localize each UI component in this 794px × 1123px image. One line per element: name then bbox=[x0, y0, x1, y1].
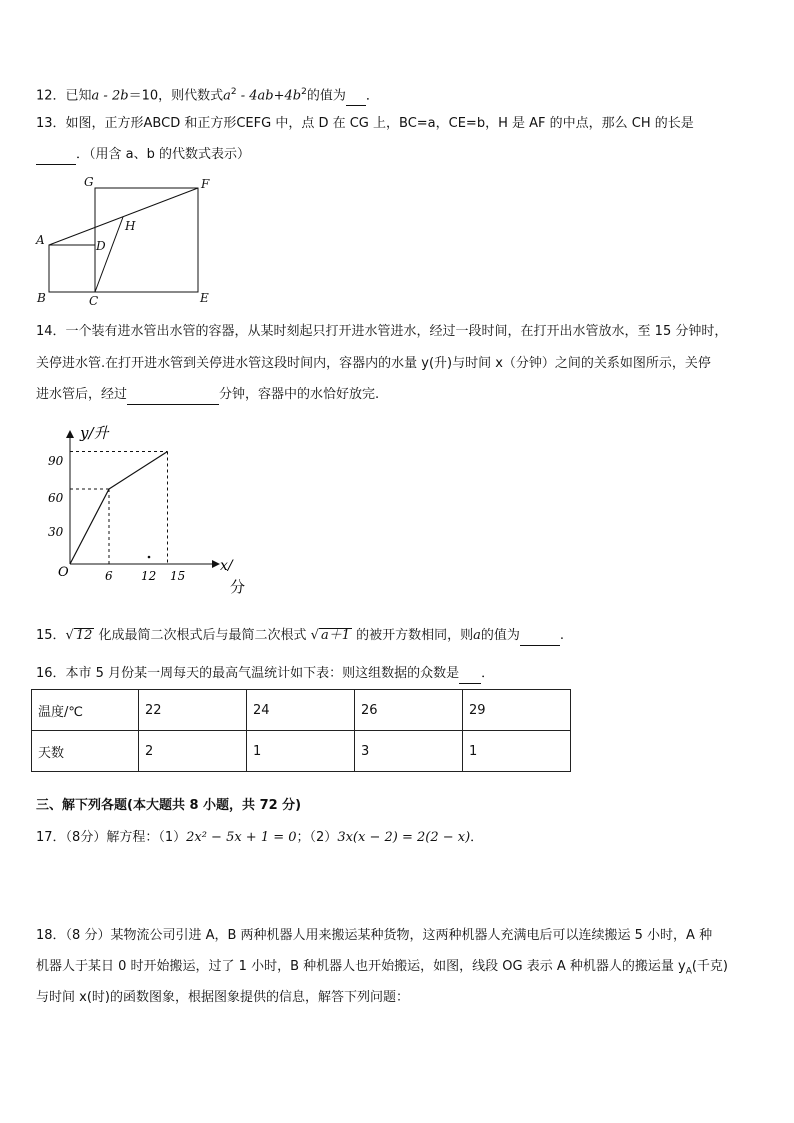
q14-chart bbox=[40, 420, 260, 600]
table-cell: 1 bbox=[247, 731, 355, 772]
table-cell: 29 bbox=[463, 690, 571, 731]
q17-head: 17．（8分）解方程：（1） bbox=[36, 830, 187, 845]
q17-sep: ；（2） bbox=[296, 830, 338, 845]
q12-sup2: 2 bbox=[301, 87, 307, 97]
table-cell: 天数 bbox=[32, 731, 139, 772]
x-tick-15: 15 bbox=[170, 569, 186, 583]
question-17 bbox=[36, 828, 483, 848]
square-cefg bbox=[95, 188, 198, 292]
sqrt-12-radicand: 12 bbox=[75, 628, 93, 643]
table-cell: 26 bbox=[355, 690, 463, 731]
label-d: D bbox=[96, 239, 106, 253]
q18-line2a: 机器人于某日 0 时开始搬运，过了 1 小时，B 种机器人也开始搬运，如图，线段 OG 表示 A 种机器人的搬运量 y bbox=[36, 959, 686, 974]
question-18-line2 bbox=[36, 957, 728, 982]
sqrt-12: √ 12 bbox=[65, 628, 93, 643]
q12-eq: ＝10，则代数式 bbox=[128, 88, 224, 104]
q12-answer-blank[interactable] bbox=[346, 91, 366, 106]
series-segment bbox=[109, 452, 168, 490]
sqrt-a-plus-1: √ a＋1 bbox=[310, 628, 350, 643]
q13-figure bbox=[30, 172, 230, 310]
y-axis-label: y/升 bbox=[80, 424, 109, 442]
label-a: A bbox=[36, 233, 45, 247]
question-13-line2 bbox=[36, 145, 250, 165]
y-tick-60: 60 bbox=[48, 491, 64, 505]
q12-end: ． bbox=[365, 88, 379, 104]
segment-ch bbox=[95, 217, 123, 292]
question-15 bbox=[36, 626, 564, 646]
x-tick-6: 6 bbox=[105, 569, 113, 583]
question-16 bbox=[36, 664, 494, 684]
q12-number: 12．已知 bbox=[36, 88, 92, 104]
question-14-line2: 关停进水管.在打开进水管到关停进水管这段时间内，容器内的水量 y(升)与时间 x（分钟）之间的关系如图所示，关停 bbox=[36, 356, 711, 371]
origin-label: O bbox=[58, 565, 69, 580]
table-cell: 3 bbox=[355, 731, 463, 772]
y-tick-90: 90 bbox=[48, 454, 64, 468]
q15-var: a bbox=[473, 628, 481, 643]
question-14-line1: 14．一个装有进水管出水管的容器，从某时刻起只打开进水管进水，经过一段时间，在打开出水管放水，至 15 分钟时， bbox=[36, 324, 728, 339]
q17-eq2: 3x(x − 2) = 2(2 − x) bbox=[337, 830, 471, 845]
q15-answer-blank[interactable] bbox=[520, 631, 560, 646]
table-cell: 2 bbox=[139, 731, 247, 772]
q15-tail2: 的值为 bbox=[480, 628, 520, 643]
label-e: E bbox=[200, 291, 209, 305]
table-row bbox=[32, 731, 571, 772]
table-cell: 22 bbox=[139, 690, 247, 731]
q13-answer-blank[interactable] bbox=[36, 150, 76, 165]
label-c: C bbox=[89, 294, 99, 308]
q17-end: ． bbox=[470, 830, 484, 845]
q12-expr1: a - 2b bbox=[91, 88, 129, 104]
q13-line2-tail: ．（用含 a、b 的代数式表示） bbox=[76, 147, 250, 162]
square-abcd bbox=[49, 245, 95, 292]
question-18-line1: 18．（8 分）某物流公司引进 A，B 两种机器人用来搬运某种货物，这两种机器人充满电后可以连续搬运 5 小时，A 种 bbox=[36, 928, 713, 943]
x-tick-12: 12 bbox=[141, 569, 157, 583]
q18-subscript: A bbox=[685, 966, 692, 977]
label-g: G bbox=[84, 175, 94, 189]
series-segment bbox=[70, 489, 109, 564]
q15-mid: 化成最简二次根式后与最简二次根式 bbox=[94, 628, 311, 643]
q12-expr2a: a bbox=[223, 88, 231, 104]
x-axis-label: x/ bbox=[220, 558, 233, 574]
section-3-title: 三、解下列各题(本大题共 8 小题，共 72 分) bbox=[36, 798, 302, 813]
segment-af bbox=[49, 188, 198, 245]
table-cell: 24 bbox=[247, 690, 355, 731]
q16-end: ． bbox=[481, 666, 495, 681]
label-f: F bbox=[201, 177, 210, 191]
q16-text: 16．本市 5 月份某一周每天的最高气温统计如下表：则这组数据的众数是 bbox=[36, 666, 460, 681]
tick-12-dot bbox=[148, 556, 151, 559]
label-h: H bbox=[125, 219, 136, 233]
label-b: B bbox=[37, 291, 46, 305]
q12-expr2b: - 4ab+4b bbox=[236, 88, 302, 104]
q14-answer-blank[interactable] bbox=[127, 390, 219, 405]
question-18-line3: 与时间 x(时)的函数图象，根据图象提供的信息，解答下列问题： bbox=[36, 990, 409, 1005]
q17-eq1: 2x² − 5x + 1 = 0 bbox=[186, 830, 297, 845]
table-row bbox=[32, 690, 571, 731]
q12-sup1: 2 bbox=[230, 87, 237, 97]
table-cell: 1 bbox=[463, 731, 571, 772]
q14-line3a: 进水管后，经过 bbox=[36, 387, 128, 402]
question-12 bbox=[36, 82, 379, 106]
temperature-table bbox=[31, 689, 571, 772]
q15-tail: 的被开方数相同，则 bbox=[351, 628, 474, 643]
table-cell: 温度/℃ bbox=[32, 690, 139, 731]
q14-line3b: 分钟，容器中的水恰好放完. bbox=[219, 387, 380, 402]
q18-line2b: (千克) bbox=[691, 959, 729, 974]
y-tick-30: 30 bbox=[48, 525, 64, 539]
q15-end: . bbox=[559, 628, 565, 643]
x-axis-unit: 分 bbox=[230, 578, 246, 596]
question-14-line3 bbox=[36, 385, 379, 405]
q16-answer-blank[interactable] bbox=[459, 669, 481, 684]
question-13-line1: 13．如图，正方形ABCD 和正方形CEFG 中，点 D 在 CG 上，BC=a，CE=b，H 是 AF 的中点，那么 CH 的长是 bbox=[36, 116, 694, 131]
sqrt-a-radicand: a＋1 bbox=[320, 628, 350, 643]
q12-tail: 的值为 bbox=[306, 88, 346, 104]
q15-number: 15． bbox=[36, 628, 66, 643]
